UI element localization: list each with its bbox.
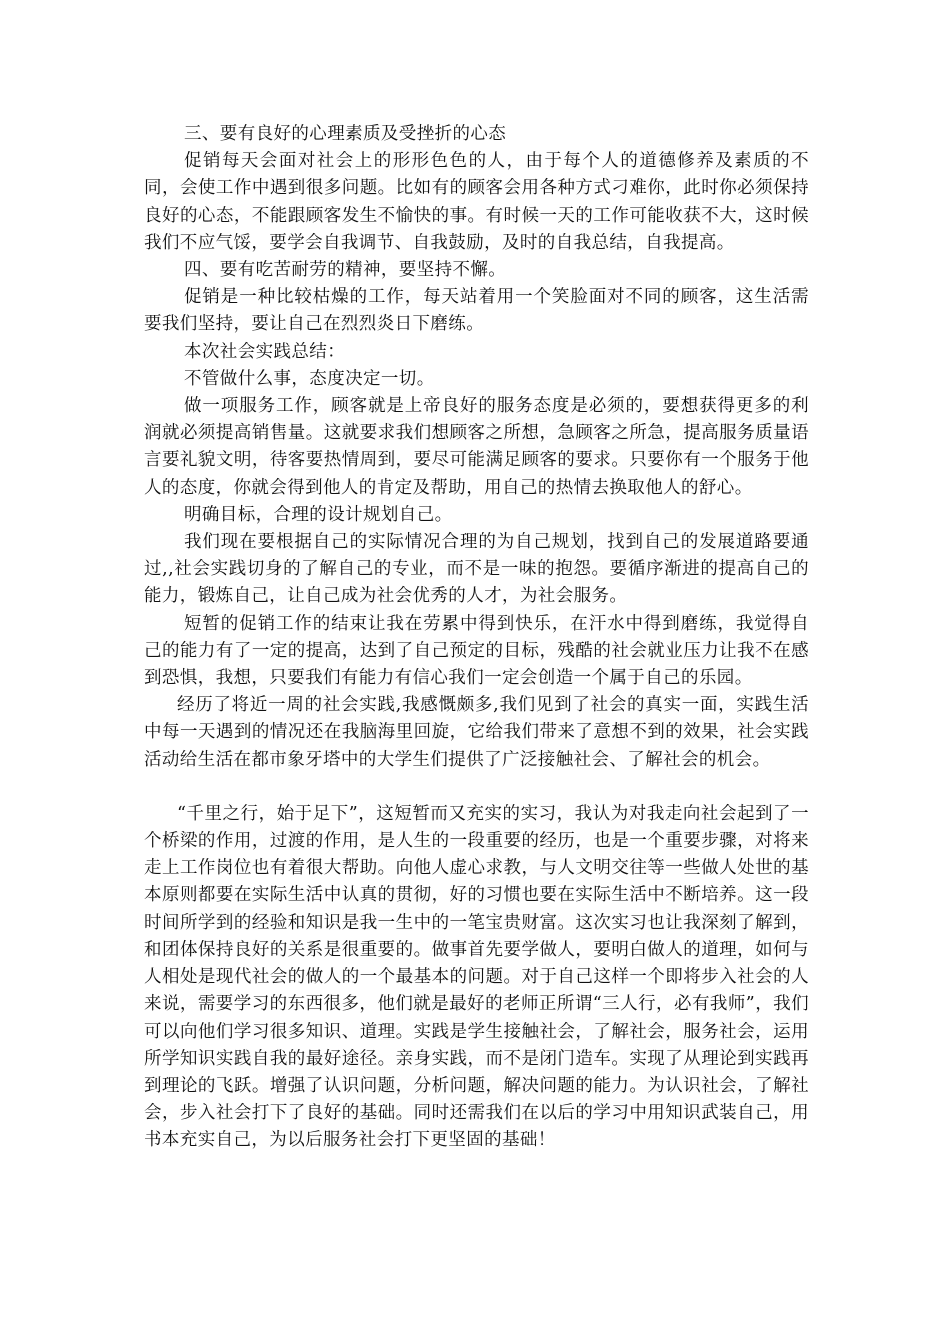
section-heading-3: 三、要有良好的心理素质及受挫折的心态 xyxy=(184,124,507,144)
paragraph-promotion-attitude: 促销每天会面对社会上的形形色色的人，由于每个人的道德修养及素质的不同，会使工作中遇到很多问题。比如有的顾客会用各种方式刁难你，此时你必须保持良好的心态，不能跟顾客发生不愉快的事。有时候一天的工作可能收获不大，这时候我们不应气馁，要学会自我调节、自我鼓励，及时的自我总结，自我提高。 xyxy=(144,151,809,253)
summary-point-attitude: 不管做什么事，态度决定一切。 xyxy=(184,368,435,389)
paragraph-gap xyxy=(144,774,809,801)
paragraph-practice-week: 经历了将近一周的社会实践,我感慨颇多,我们见到了社会的真实一面，实践生活中每一天遇到的情况还在我脑海里回旋，它给我们带来了意想不到的效果，社会实践活动给生活在都市象牙塔中的大学生们提供了广泛接触社会、了解社会的机会。 xyxy=(144,695,809,770)
document-page xyxy=(144,121,809,1155)
summary-heading: 本次社会实践总结： xyxy=(184,341,346,362)
section-heading-4: 四、要有吃苦耐劳的精神，要坚持不懈。 xyxy=(184,260,507,281)
paragraph-service-work: 做一项服务工作，顾客就是上帝良好的服务态度是必须的，要想获得更多的利润就必须提高销售量。这就要求我们想顾客之所想，急顾客之所急，提高服务质量语言要礼貌文明，待客要热情周到，要尽可能满足顾客的要求。只要你有一个服务于他人的态度，你就会得到他人的肯定及帮助，用自己的热情去换取他人的舒心。 xyxy=(144,396,809,498)
paragraph-self-planning: 我们现在要根据自己的实际情况合理的为自己规划，找到自己的发展道路要通过,,社会实践切身的了解自己的专业，而不是一味的抱怨。要循序渐进的提高自己的能力，锻炼自己，让自己成为社会优秀的人才，为社会服务。 xyxy=(144,532,809,607)
paragraph-internship-reflection: “千里之行，始于足下”，这短暂而又充实的实习，我认为对我走向社会起到了一个桥梁的作用，过渡的作用，是人生的一段重要的经历，也是一个重要步骤，对将来走上工作岗位也有着很大帮助。向他人虚心求教，与人文明交往等一些做人处世的基本原则都要在实际生活中认真的贯彻，好的习惯也要在实际生活中不断培养。这一段时间所学到的经验和知识是我一生中的一笔宝贵财富。这次实习也让我深刻了解到，和团体保持良好的关系是很重要的。做事首先要学做人，要明白做人的道理，如何与人相处是现代社会的做人的一个最基本的问题。对于自己这样一个即将步入社会的人来说，需要学习的东西很多，他们就是最好的老师正所谓“三人行，必有我师”，我们可以向他们学习很多知识、道理。实践是学生接触社会，了解社会，服务社会，运用所学知识实践自我的最好途径。亲身实践，而不是闭门造车。实现了从理论到实践再到理论的飞跃。增强了认识问题，分析问题，解决问题的能力。为认识社会，了解社会，步入社会打下了良好的基础。同时还需我们在以后的学习中用知识武装自己，用书本充实自己，为以后服务社会打下更坚固的基础！ xyxy=(144,803,809,1151)
summary-point-goals: 明确目标，合理的设计规划自己。 xyxy=(184,504,453,525)
paragraph-promotion-persistence: 促销是一种比较枯燥的工作，每天站着用一个笑脸面对不同的顾客，这生活需要我们坚持，要让自己在烈烈炎日下磨练。 xyxy=(144,287,809,335)
paragraph-promotion-end: 短暂的促销工作的结束让我在劳累中得到快乐，在汗水中得到磨练，我觉得自己的能力有了一定的提高，达到了自己预定的目标，残酷的社会就业压力让我不在感到恐惧，我想，只要我们有能力有信心我们一定会创造一个属于自己的乐园。 xyxy=(144,613,809,689)
